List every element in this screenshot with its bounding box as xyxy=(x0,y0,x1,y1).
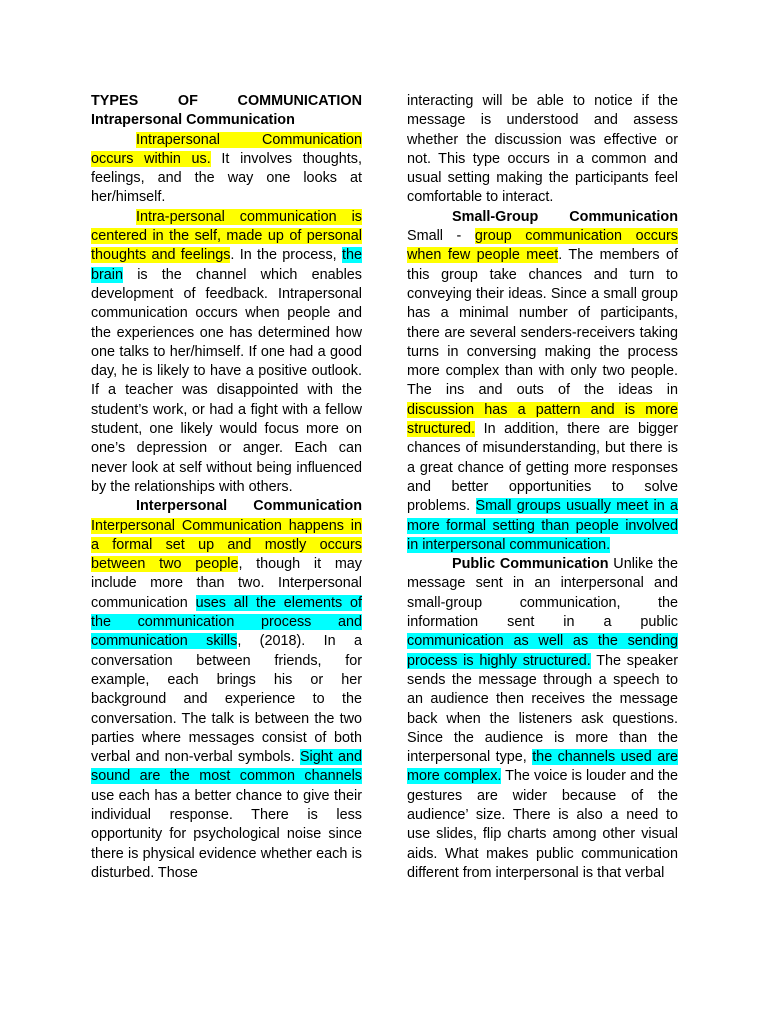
body-text: The speaker sends the message through a speech to an audience then receives the message back when the listeners ask questions. Since the audience is more than the interpersonal type, xyxy=(407,652,678,766)
highlight-cyan: uses all the elements of the communication process and communication skills xyxy=(91,594,363,650)
highlight-cyan: communication as well as the sending process is highly structured. xyxy=(407,633,678,669)
highlight-cyan: the brain xyxy=(91,247,362,283)
body-text: is the channel which enables development of feedback. Intrapersonal communication occurs when people and the experiences one has determined how one talks to her/himself. If one had a good day, he is likely to have a positive outlook. If a teacher was disappointed with the student’s work, or had a fight with a fellow student, one likely would focus more on one’s depression or anger. Each can never look at self without being influenced by the relationships with others. xyxy=(91,266,362,495)
body-text: use each has a better chance to give their individual response. There is less opportunity for psychological noise since there is physical evidence whether each is disturbed. Those xyxy=(91,787,362,881)
intrapersonal-paragraph-1 xyxy=(91,131,362,208)
body-text: . The members of this group take chances and turn to conveying their ideas. Since a small group has a minimal number of participants, there are several senders-receivers taking turns in conversing making the process more complex than with only two people. The ins and outs of the ideas in xyxy=(407,247,678,399)
intrapersonal-heading: Intrapersonal Communication xyxy=(91,112,295,129)
interpersonal-continued-paragraph: interacting will be able to notice if the message is understood and assess whether the discussion was effective or not. This type occurs in a common and usual setting making the participants feel comfortable to interact. xyxy=(407,93,678,206)
highlight-yellow: Intrapersonal Communication occurs within us. xyxy=(91,131,362,167)
right-column xyxy=(407,92,678,883)
document-title: TYPES OF COMMUNICATION xyxy=(91,93,362,109)
public-heading: Public Communication xyxy=(452,556,609,573)
body-text: , though it may include more than two. Interpersonal communication xyxy=(91,556,362,611)
small-group-heading: Small-Group Communication xyxy=(452,208,678,225)
interpersonal-paragraph xyxy=(91,497,362,883)
intrapersonal-paragraph-2 xyxy=(91,208,362,497)
highlight-yellow: discussion has a pattern and is more structured. xyxy=(407,401,678,438)
public-paragraph xyxy=(407,555,678,883)
highlight-yellow: Interpersonal Communication happens in a formal set up and mostly occurs between two people xyxy=(91,517,362,573)
body-text: It involves thoughts, feelings, and the way one looks at her/himself. xyxy=(91,150,362,206)
small-group-paragraph xyxy=(407,208,678,555)
left-column xyxy=(91,92,362,883)
highlight-yellow: Intra-personal communication is centered in the self, made up of personal thoughts and feelings xyxy=(91,208,362,264)
highlight-cyan: Small groups usually meet in a more formal setting than people involved in interpersonal communication. xyxy=(407,498,679,553)
interpersonal-heading: Interpersonal Communication xyxy=(136,498,362,515)
highlight-cyan: Sight and sound are the most common channels xyxy=(91,749,362,785)
body-text: The voice is louder and the gestures are wider because of the audience’ size. There is also a need to use slides, flip charts among other visual aids. What makes public communication different from interpersonal is that verbal xyxy=(407,768,679,881)
body-text: In addition, there are bigger chances of misunderstanding, but there is a great chance of getting more responses and better opportunities to solve problems. xyxy=(407,421,678,515)
highlight-yellow: group communication occurs when few people meet xyxy=(407,228,678,264)
body-text: . In the process, xyxy=(230,247,342,264)
body-text: , (2018). In a conversation between friends, for example, each brings his or her background and experience to the conversation. The talk is between the two parties where messages consist of both verbal and non-verbal symbols. xyxy=(91,633,362,766)
highlight-cyan: the channels used are more complex. xyxy=(407,749,678,785)
body-text: Small - xyxy=(407,228,475,245)
body-text: Unlike the message sent in an interpersonal and small-group communication, the information sent in a public xyxy=(407,556,678,631)
